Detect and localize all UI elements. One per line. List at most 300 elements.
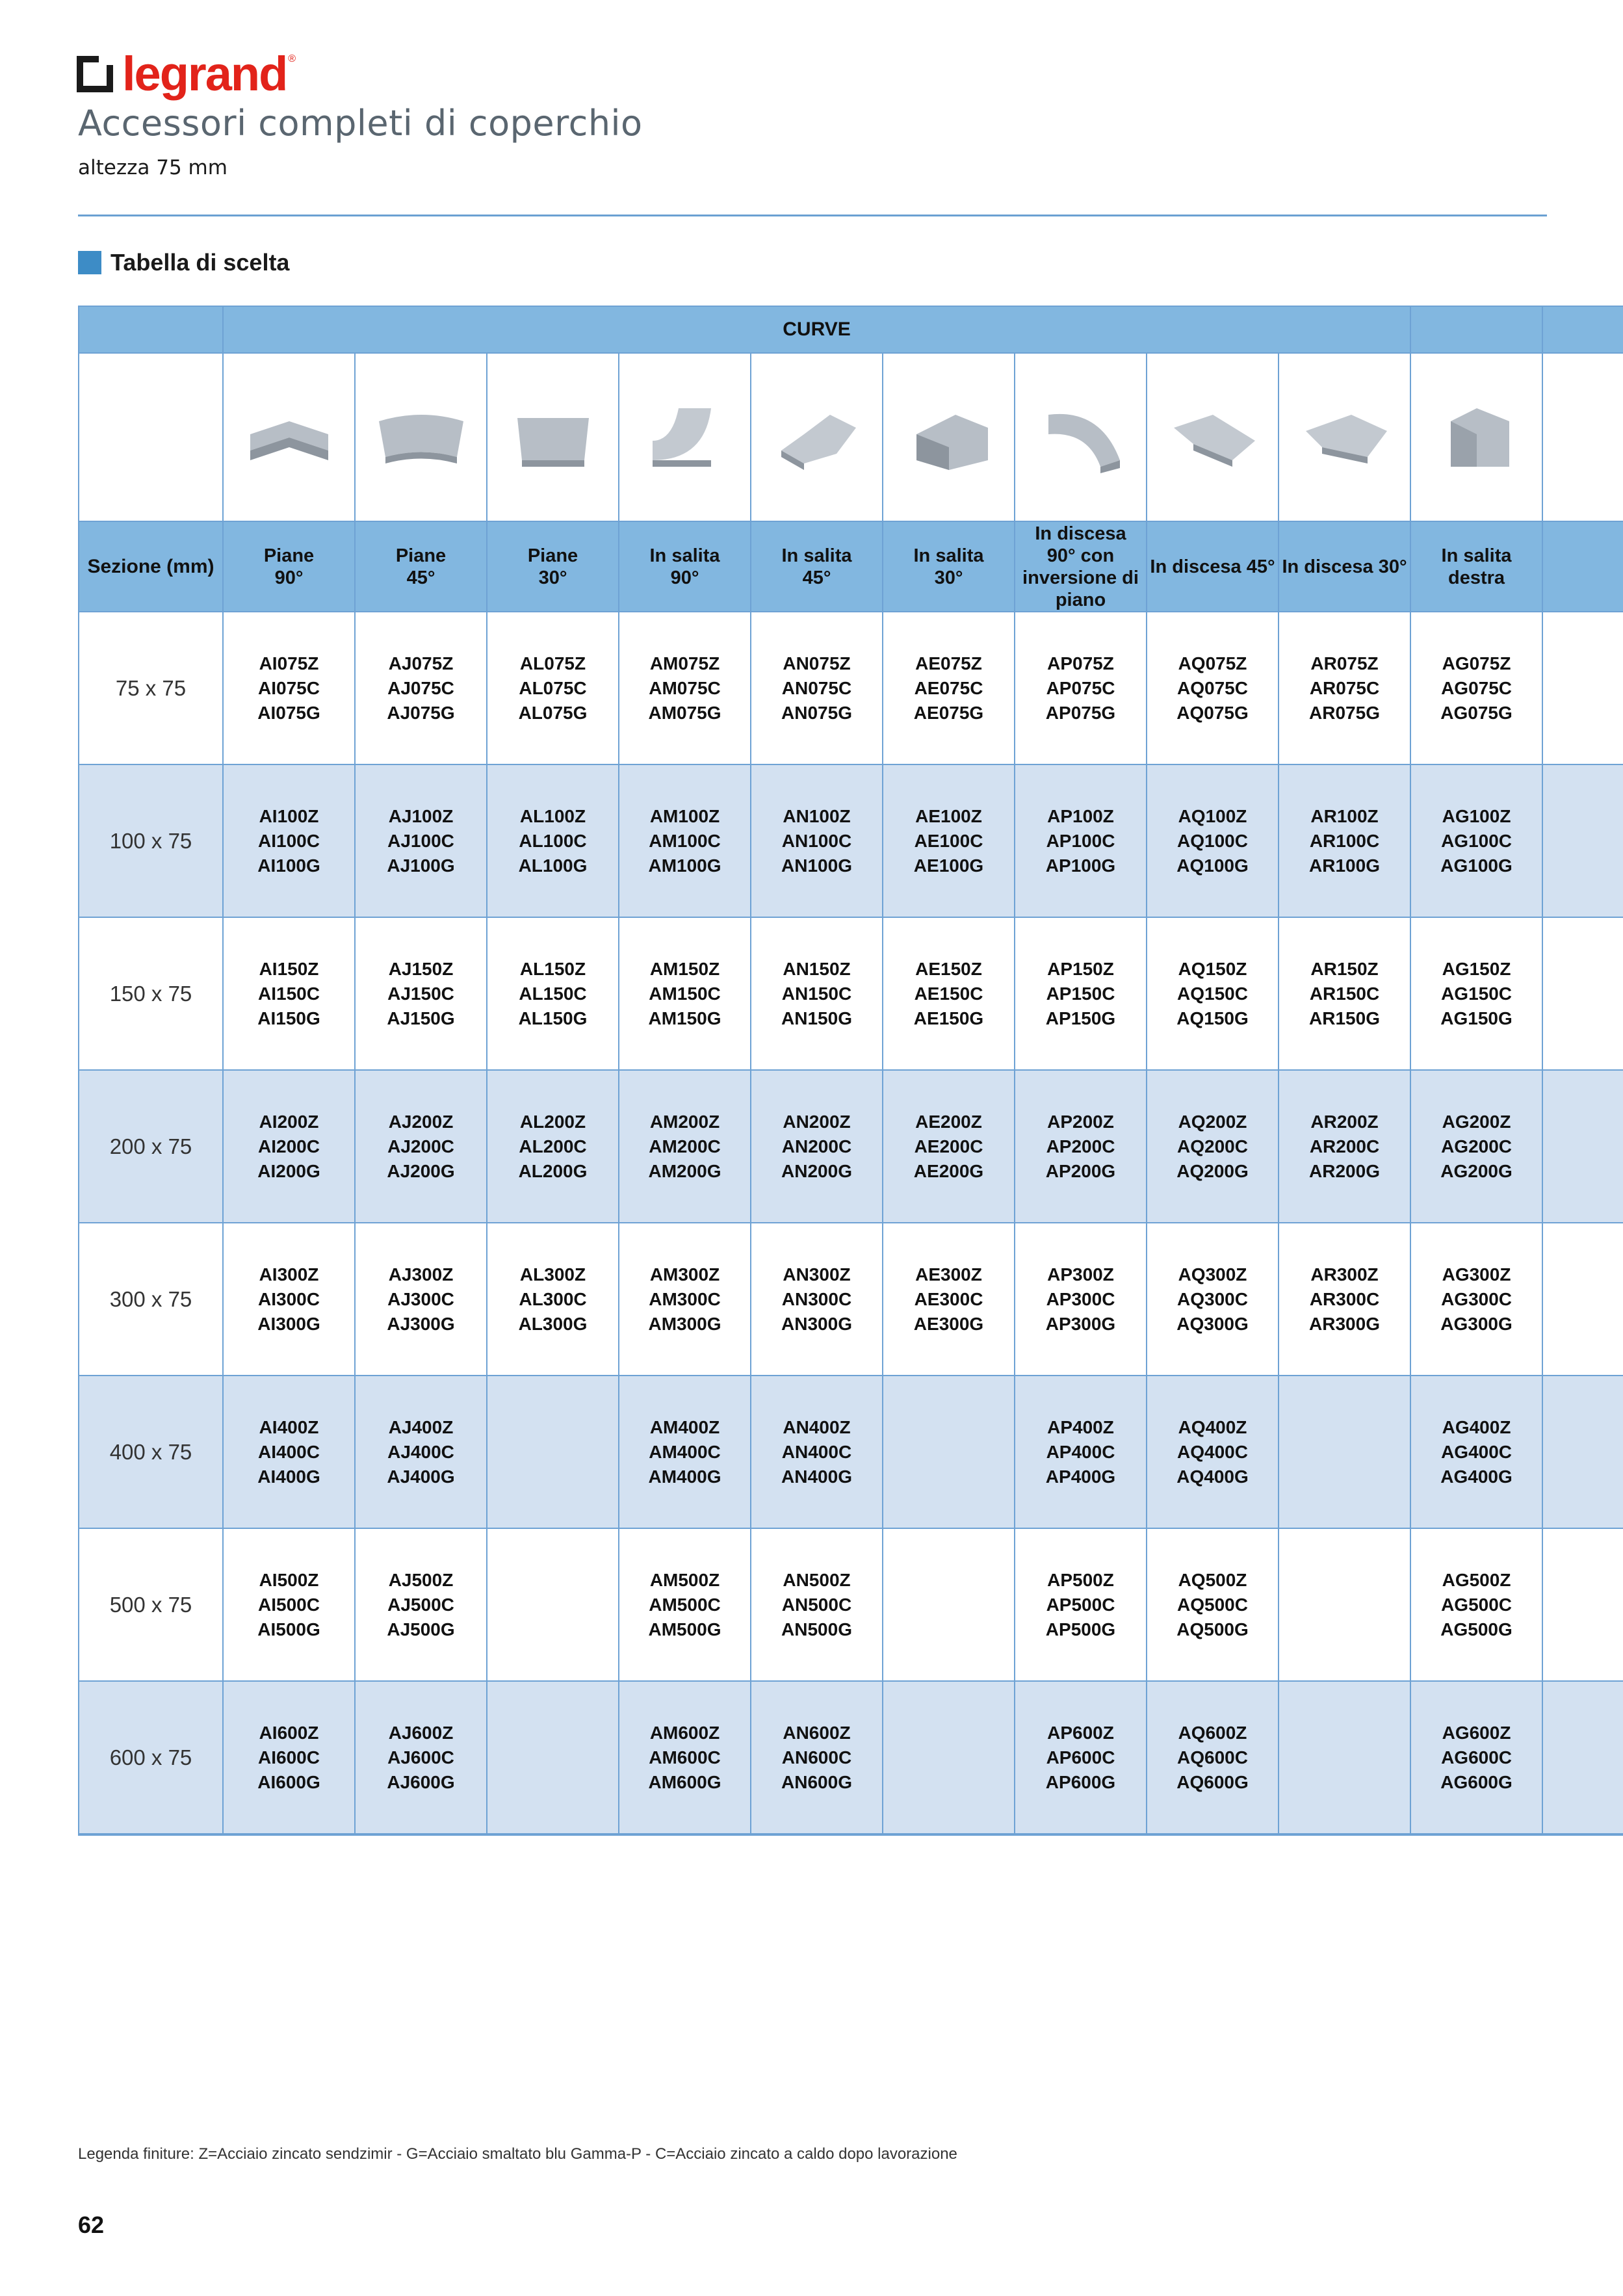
- product-code: AJ150C: [387, 983, 454, 1004]
- product-code: AM600Z: [649, 1722, 720, 1743]
- curve-down-30-icon: [1293, 395, 1397, 480]
- product-code: AJ100G: [387, 855, 455, 876]
- product-code-cell: [487, 1376, 619, 1528]
- product-code: AQ500Z: [1178, 1569, 1247, 1590]
- product-code: AG100Z: [1442, 805, 1511, 826]
- product-code-cell: [751, 1070, 883, 1223]
- product-code: AM300C: [649, 1288, 721, 1309]
- product-code: AJ075G: [387, 702, 455, 723]
- product-image-cell: [1147, 353, 1279, 521]
- column-header-row: [79, 521, 1623, 612]
- product-code: AE075Z: [915, 653, 982, 673]
- table-row: [79, 1223, 1623, 1376]
- product-code-cell: [355, 1223, 487, 1376]
- product-code-cell: [355, 1681, 487, 1834]
- product-code: AI200G: [257, 1160, 320, 1181]
- section-cell: 400 x 75: [79, 1376, 223, 1528]
- product-image-cell: [619, 353, 751, 521]
- product-code: AP075Z: [1047, 653, 1114, 673]
- column-header-line: 90°: [670, 567, 699, 588]
- header-divider: [78, 215, 1547, 216]
- product-code: AM600G: [648, 1771, 721, 1792]
- product-code: AI075Z: [259, 653, 319, 673]
- product-code: AJ600Z: [388, 1722, 454, 1743]
- product-code: AN300C: [781, 1288, 852, 1309]
- table-row: [79, 764, 1623, 917]
- product-code: AI150Z: [259, 958, 319, 979]
- product-code-cell: [1410, 1070, 1542, 1223]
- product-code: AQ075C: [1177, 677, 1248, 698]
- product-code: AN150G: [781, 1008, 852, 1028]
- column-header: [751, 521, 883, 612]
- finish-legend: Legenda finiture: Z=Acciaio zincato sendzimir - G=Acciaio smaltato blu Gamma-P - C=Acciaio zincato a caldo dopo lavorazione: [78, 2145, 957, 2163]
- product-code: AL150G: [518, 1008, 588, 1028]
- product-code: AR150G: [1309, 1008, 1380, 1028]
- product-code: AP200G: [1045, 1160, 1116, 1181]
- product-code-cell: [1147, 612, 1279, 764]
- table-row: [79, 1681, 1623, 1834]
- product-code-cell: [1015, 1528, 1147, 1681]
- product-code: AI300C: [258, 1288, 320, 1309]
- legrand-logo: [77, 47, 296, 101]
- product-code: AI500Z: [259, 1569, 319, 1590]
- product-code-cell: [355, 1528, 487, 1681]
- column-header: [223, 521, 355, 612]
- product-code: AM300G: [648, 1313, 721, 1334]
- product-code: AP600G: [1045, 1771, 1116, 1792]
- product-code: AG300G: [1440, 1313, 1513, 1334]
- product-code: AG150G: [1440, 1008, 1513, 1028]
- product-code-cell: [883, 1223, 1015, 1376]
- product-code-cell: [1279, 1528, 1410, 1681]
- product-code: AR200C: [1309, 1136, 1380, 1156]
- product-code: AJ200G: [387, 1160, 455, 1181]
- product-code: AR150C: [1309, 983, 1380, 1004]
- product-code: AN600C: [781, 1747, 852, 1768]
- product-code-cell: [223, 1528, 355, 1681]
- product-code: AG500Z: [1442, 1569, 1511, 1590]
- curve-down-45-icon: [1161, 395, 1265, 480]
- product-code: AP150Z: [1047, 958, 1114, 979]
- product-code: AJ500C: [387, 1594, 454, 1615]
- group-header-blank: [1542, 306, 1623, 353]
- product-code: AJ075Z: [388, 653, 454, 673]
- product-code: AQ300C: [1177, 1288, 1248, 1309]
- curve-up-30-icon: [897, 395, 1001, 480]
- product-code: AR075Z: [1310, 653, 1379, 673]
- product-code: AL300G: [518, 1313, 588, 1334]
- column-header: [1147, 521, 1279, 612]
- column-header-line: 90° con: [1046, 545, 1115, 566]
- product-code: AM500C: [649, 1594, 721, 1615]
- table-row: [79, 917, 1623, 1070]
- product-code: AE200C: [914, 1136, 983, 1156]
- product-code: AL200G: [518, 1160, 588, 1181]
- product-code: AP500Z: [1047, 1569, 1114, 1590]
- product-code: AN100C: [781, 830, 852, 851]
- column-header-line: 30°: [538, 567, 567, 588]
- product-code-cell: [1279, 917, 1410, 1070]
- product-code-cell: [1147, 1070, 1279, 1223]
- product-code: AQ150C: [1177, 983, 1248, 1004]
- product-code: AG400Z: [1442, 1416, 1511, 1437]
- product-code: AR300G: [1309, 1313, 1380, 1334]
- product-code: AE300Z: [915, 1264, 982, 1285]
- product-code: AM075G: [648, 702, 721, 723]
- product-code: AQ300Z: [1178, 1264, 1247, 1285]
- product-code: AI100Z: [259, 805, 319, 826]
- product-code-cell: [1147, 1376, 1279, 1528]
- product-code-cell: [487, 917, 619, 1070]
- product-code: AQ200Z: [1178, 1111, 1247, 1132]
- table-row: [79, 1376, 1623, 1528]
- column-header-line: Piane: [527, 545, 578, 566]
- product-code: AQ500C: [1177, 1594, 1248, 1615]
- group-header-row: [79, 306, 1623, 353]
- product-code: AE075C: [914, 677, 983, 698]
- product-code: AI400G: [257, 1466, 320, 1487]
- product-code: AP600Z: [1047, 1722, 1114, 1743]
- product-code: AP300G: [1045, 1313, 1116, 1334]
- product-code: AJ500G: [387, 1619, 455, 1639]
- product-code: AN100Z: [783, 805, 851, 826]
- curve-flat-45-icon: [369, 395, 473, 480]
- product-code-cell: [223, 1376, 355, 1528]
- product-code: AM600C: [649, 1747, 721, 1768]
- section-cell: 150 x 75: [79, 917, 223, 1070]
- column-header-line: destra: [1448, 567, 1505, 588]
- curve-up-90-icon: [633, 395, 737, 480]
- section-column-header: Sezione (mm): [79, 521, 223, 612]
- product-code: AR200G: [1309, 1160, 1380, 1181]
- row-blank-cell: [1542, 764, 1623, 917]
- product-code-cell: [883, 1681, 1015, 1834]
- product-code-cell: [1015, 1223, 1147, 1376]
- product-code: AN300G: [781, 1313, 852, 1334]
- product-code-cell: [883, 1376, 1015, 1528]
- product-code: AP600C: [1046, 1747, 1115, 1768]
- product-code-cell: [355, 764, 487, 917]
- section-cell: 500 x 75: [79, 1528, 223, 1681]
- column-header-line: 45°: [406, 567, 435, 588]
- product-code: AN075Z: [783, 653, 851, 673]
- product-code-cell: [1410, 612, 1542, 764]
- product-code-cell: [1015, 917, 1147, 1070]
- column-header: [883, 521, 1015, 612]
- product-code: AE150Z: [915, 958, 982, 979]
- product-code: AL100Z: [519, 805, 586, 826]
- product-code: AL200C: [519, 1136, 587, 1156]
- product-code: AM100Z: [649, 805, 720, 826]
- group-header-curve: CURVE: [223, 306, 1410, 353]
- product-code: AE100C: [914, 830, 983, 851]
- product-code: AE150C: [914, 983, 983, 1004]
- product-code: AI150G: [257, 1008, 320, 1028]
- product-code: AN200C: [781, 1136, 852, 1156]
- product-code: AQ500G: [1176, 1619, 1249, 1639]
- product-code: AG400C: [1441, 1441, 1512, 1462]
- product-code: AI500G: [257, 1619, 320, 1639]
- product-image-cell: [883, 353, 1015, 521]
- row-blank-cell: [1542, 1528, 1623, 1681]
- curve-flat-30-icon: [501, 395, 605, 480]
- product-code-cell: [619, 1376, 751, 1528]
- product-code: AM075Z: [649, 653, 720, 673]
- product-code: AJ300G: [387, 1313, 455, 1334]
- product-code: AI500C: [258, 1594, 320, 1615]
- product-code: AJ300Z: [388, 1264, 454, 1285]
- product-code-cell: [751, 1223, 883, 1376]
- column-header-line: piano: [1055, 589, 1106, 610]
- product-code: AG075C: [1441, 677, 1512, 698]
- product-code: AI600Z: [259, 1722, 319, 1743]
- table-row: [79, 612, 1623, 764]
- section-cell: 75 x 75: [79, 612, 223, 764]
- product-code-cell: [1410, 764, 1542, 917]
- product-code-cell: [1279, 764, 1410, 917]
- product-code: AR200Z: [1310, 1111, 1379, 1132]
- product-code-cell: [751, 1681, 883, 1834]
- product-code: AM200C: [649, 1136, 721, 1156]
- row-blank-cell: [1542, 1070, 1623, 1223]
- product-code: AR075C: [1309, 677, 1380, 698]
- brand-name: legrand: [122, 47, 287, 101]
- product-code: AJ100C: [387, 830, 454, 851]
- product-code-cell: [883, 612, 1015, 764]
- product-code: AQ150G: [1176, 1008, 1249, 1028]
- product-code: AN075G: [781, 702, 852, 723]
- product-code: AJ400C: [387, 1441, 454, 1462]
- product-code: AL150Z: [519, 958, 586, 979]
- product-code: AJ500Z: [388, 1569, 454, 1590]
- product-code: AG200C: [1441, 1136, 1512, 1156]
- section-heading: [78, 249, 289, 276]
- product-code: AE300C: [914, 1288, 983, 1309]
- product-code: AQ100G: [1176, 855, 1249, 876]
- product-code-cell: [1015, 1070, 1147, 1223]
- product-code: AP100G: [1045, 855, 1116, 876]
- product-code: AN600Z: [783, 1722, 851, 1743]
- product-code: AN500Z: [783, 1569, 851, 1590]
- product-code: AM400G: [648, 1466, 721, 1487]
- product-code: AQ600G: [1176, 1771, 1249, 1792]
- product-code: AN400C: [781, 1441, 852, 1462]
- product-code: AG200G: [1440, 1160, 1513, 1181]
- product-code-cell: [751, 917, 883, 1070]
- product-image-cell: [1279, 353, 1410, 521]
- product-code: AI400Z: [259, 1416, 319, 1437]
- product-code: AQ400G: [1176, 1466, 1249, 1487]
- product-code: AM100C: [649, 830, 721, 851]
- product-code-cell: [1147, 1528, 1279, 1681]
- row-blank-cell: [1542, 917, 1623, 1070]
- product-code: AG600Z: [1442, 1722, 1511, 1743]
- column-header: [619, 521, 751, 612]
- product-code: AQ400Z: [1178, 1416, 1247, 1437]
- table-row: [79, 1070, 1623, 1223]
- product-code: AM100G: [648, 855, 721, 876]
- product-code: AI300G: [257, 1313, 320, 1334]
- product-code: AP150G: [1045, 1008, 1116, 1028]
- product-code: AJ075C: [387, 677, 454, 698]
- product-code: AQ600C: [1177, 1747, 1248, 1768]
- product-code: AM500Z: [649, 1569, 720, 1590]
- product-code: AI075G: [257, 702, 320, 723]
- curve-down-90-inversion-icon: [1029, 395, 1133, 480]
- product-code: AQ100C: [1177, 830, 1248, 851]
- product-code-cell: [1015, 1681, 1147, 1834]
- product-code-cell: [355, 1376, 487, 1528]
- product-code: AN200G: [781, 1160, 852, 1181]
- product-code-cell: [223, 917, 355, 1070]
- product-code-cell: [487, 1528, 619, 1681]
- product-code: AL075Z: [519, 653, 586, 673]
- product-code-cell: [1147, 1223, 1279, 1376]
- product-code: AP400G: [1045, 1466, 1116, 1487]
- product-code: AM150G: [648, 1008, 721, 1028]
- product-code: AQ075G: [1176, 702, 1249, 723]
- column-header-line: 30°: [934, 567, 963, 588]
- product-code: AP500C: [1046, 1594, 1115, 1615]
- image-row-blank: [79, 353, 223, 521]
- product-code-cell: [619, 1528, 751, 1681]
- product-image-cell: [751, 353, 883, 521]
- product-code-cell: [355, 612, 487, 764]
- product-code: AR150Z: [1310, 958, 1379, 979]
- product-code: AQ300G: [1176, 1313, 1249, 1334]
- product-code: AL150C: [519, 983, 587, 1004]
- product-code: AJ200C: [387, 1136, 454, 1156]
- product-code: AG100G: [1440, 855, 1513, 876]
- product-code-cell: [487, 612, 619, 764]
- product-code-cell: [1279, 1376, 1410, 1528]
- product-code-cell: [619, 1681, 751, 1834]
- product-code-cell: [1147, 764, 1279, 917]
- legrand-logo-mark: [77, 56, 113, 92]
- product-code: AI400C: [258, 1441, 320, 1462]
- product-code: AN500C: [781, 1594, 852, 1615]
- product-code: AJ150G: [387, 1008, 455, 1028]
- product-code-cell: [487, 1681, 619, 1834]
- product-code: AM400Z: [649, 1416, 720, 1437]
- product-code: AE100G: [913, 855, 984, 876]
- column-header: [355, 521, 487, 612]
- product-code-cell: [223, 1681, 355, 1834]
- product-code-cell: [487, 764, 619, 917]
- product-code: AR300Z: [1310, 1264, 1379, 1285]
- product-code: AJ200Z: [388, 1111, 454, 1132]
- product-code: AL075G: [518, 702, 588, 723]
- product-code-cell: [751, 1528, 883, 1681]
- product-code-cell: [1279, 1223, 1410, 1376]
- product-code: AI200C: [258, 1136, 320, 1156]
- image-row-blank: [1542, 353, 1623, 521]
- product-code: AM400C: [649, 1441, 721, 1462]
- product-code: AN300Z: [783, 1264, 851, 1285]
- product-code: AP200C: [1046, 1136, 1115, 1156]
- product-code: AI600C: [258, 1747, 320, 1768]
- page-title: Accessori completi di coperchio: [78, 103, 643, 144]
- product-code: AN400Z: [783, 1416, 851, 1437]
- product-code: AN200Z: [783, 1111, 851, 1132]
- product-code-cell: [223, 1223, 355, 1376]
- product-code: AP300Z: [1047, 1264, 1114, 1285]
- product-code-cell: [355, 1070, 487, 1223]
- column-header-line: 45°: [802, 567, 831, 588]
- product-code: AQ200G: [1176, 1160, 1249, 1181]
- registered-mark: ®: [288, 53, 296, 64]
- product-code-cell: [223, 612, 355, 764]
- product-code: AM300Z: [649, 1264, 720, 1285]
- product-code: AM200Z: [649, 1111, 720, 1132]
- product-code: AE100Z: [915, 805, 982, 826]
- product-code-cell: [1410, 1528, 1542, 1681]
- product-code-cell: [1015, 1376, 1147, 1528]
- product-code: AI100G: [257, 855, 320, 876]
- product-code-cell: [487, 1223, 619, 1376]
- page-number: 62: [78, 2211, 105, 2238]
- product-code-cell: [619, 612, 751, 764]
- column-header-blank: [1542, 521, 1623, 612]
- product-code: AG300Z: [1442, 1264, 1511, 1285]
- group-header-blank: [1410, 306, 1542, 353]
- product-code: AJ150Z: [388, 958, 454, 979]
- product-code: AQ600Z: [1178, 1722, 1247, 1743]
- product-code: AE075G: [913, 702, 984, 723]
- product-code: AI300Z: [259, 1264, 319, 1285]
- product-code: AJ300C: [387, 1288, 454, 1309]
- product-code: AG150Z: [1442, 958, 1511, 979]
- product-code: AJ400Z: [388, 1416, 454, 1437]
- column-header-line: In discesa: [1035, 523, 1126, 544]
- section-cell: 200 x 75: [79, 1070, 223, 1223]
- product-code-cell: [1410, 1223, 1542, 1376]
- product-image-cell: [223, 353, 355, 521]
- product-code: AE300G: [913, 1313, 984, 1334]
- product-code: AP400C: [1046, 1441, 1115, 1462]
- product-code-cell: [751, 764, 883, 917]
- curve-up-right-icon: [1425, 395, 1529, 480]
- product-code-cell: [1410, 1376, 1542, 1528]
- product-code: AL100G: [518, 855, 588, 876]
- column-header: [1015, 521, 1147, 612]
- column-header-line: In salita: [649, 545, 720, 566]
- product-code: AQ075Z: [1178, 653, 1247, 673]
- section-cell: 300 x 75: [79, 1223, 223, 1376]
- product-code-cell: [751, 612, 883, 764]
- product-code: AG075Z: [1442, 653, 1511, 673]
- product-code-cell: [223, 764, 355, 917]
- group-header-blank: [79, 306, 223, 353]
- product-code: AI075C: [258, 677, 320, 698]
- product-code: AN400G: [781, 1466, 852, 1487]
- table-row: [79, 1528, 1623, 1681]
- section-label: Tabella di scelta: [110, 249, 290, 276]
- product-code: AL075C: [519, 677, 587, 698]
- product-code: AN150C: [781, 983, 852, 1004]
- product-code-cell: [1410, 917, 1542, 1070]
- product-code-cell: [883, 917, 1015, 1070]
- product-code: AI150C: [258, 983, 320, 1004]
- product-code: AJ600C: [387, 1747, 454, 1768]
- column-header: [487, 521, 619, 612]
- product-code: AN150Z: [783, 958, 851, 979]
- product-image-row: [79, 353, 1623, 521]
- curve-flat-90-icon: [237, 395, 341, 480]
- product-code: AG600G: [1440, 1771, 1513, 1792]
- product-code: AG300C: [1441, 1288, 1512, 1309]
- product-code: AN075C: [781, 677, 852, 698]
